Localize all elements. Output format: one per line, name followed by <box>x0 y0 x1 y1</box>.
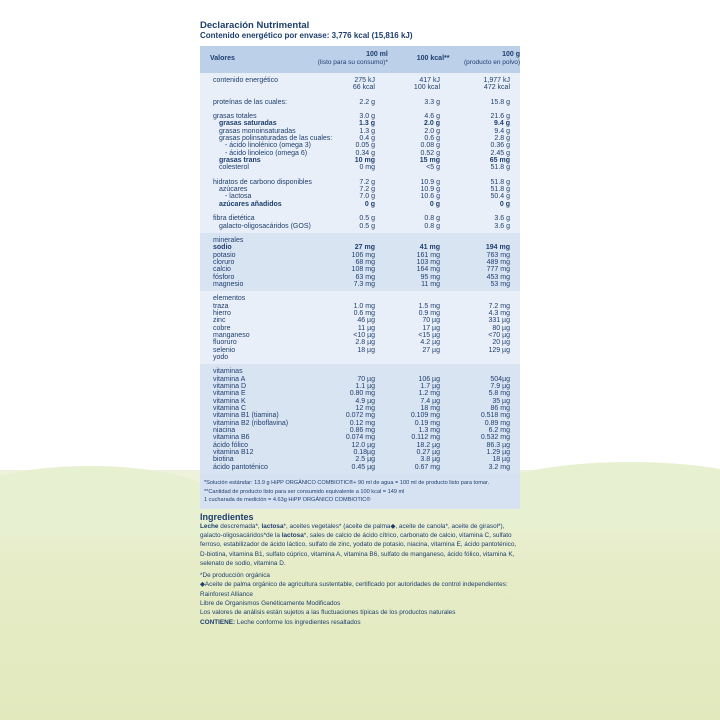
table-row <box>200 99 520 106</box>
table-row <box>200 77 520 84</box>
value-100g: 7.2 mg <box>488 302 510 310</box>
table-row <box>200 237 520 244</box>
value-100kcal: 17 µg <box>422 324 440 332</box>
value-100kcal <box>375 368 440 375</box>
value-100kcal: 4.6 g <box>424 113 440 121</box>
value-100ml: 1.3 g <box>359 127 375 135</box>
value-100kcal: 0.8 g <box>424 222 440 230</box>
value-100kcal: 10.9 g <box>420 186 440 194</box>
value-100g: 489 mg <box>486 258 510 266</box>
value-100kcal: 18.2 µg <box>416 441 440 449</box>
table-row <box>200 449 520 456</box>
value-100g: 0.518 mg <box>480 412 510 420</box>
value-100ml: 0.12 mg <box>349 419 375 427</box>
value-100ml: 68 mg <box>355 258 375 266</box>
nutrient-label: fluoruro <box>213 339 237 347</box>
value-100g: 1.29 µg <box>486 449 510 457</box>
value-100ml: 0.45 µg <box>351 463 375 471</box>
value-100kcal <box>375 295 440 302</box>
table-row <box>200 128 520 135</box>
table-row <box>200 420 520 427</box>
table-row <box>200 259 520 266</box>
value-100ml: 66 kcal <box>352 84 375 92</box>
value-100ml: 7.2 g <box>359 186 375 194</box>
value-100g: 15.8 g <box>490 98 510 106</box>
value-100g: 2.8 g <box>494 135 510 143</box>
ingredient-fragment: lactosa <box>281 531 304 539</box>
value-100ml: 0.34 g <box>355 149 375 157</box>
value-100kcal: <15 µg <box>418 331 440 339</box>
value-100kcal: 2.0 g <box>424 120 440 128</box>
page-title: Declaración Nutrimental <box>200 20 310 31</box>
value-100ml: 0.86 mg <box>349 427 375 435</box>
nutrient-label: vitamina K <box>213 397 246 405</box>
value-100kcal: 0.8 g <box>424 215 440 223</box>
value-100g: 5.8 mg <box>488 390 510 398</box>
value-100g: 129 µg <box>488 346 510 354</box>
table-row <box>200 193 520 200</box>
table-row <box>200 274 520 281</box>
nutrient-label: - lactosa <box>225 193 252 201</box>
ingredient-fragment: lactosa <box>261 522 284 530</box>
value-100g: <70 µg <box>488 331 510 339</box>
value-100g: 0.36 g <box>490 142 510 150</box>
nutrient-label: potasio <box>213 251 236 259</box>
table-row <box>200 157 520 164</box>
value-100g: 0.89 mg <box>484 419 510 427</box>
value-100kcal: 0.19 mg <box>414 419 440 427</box>
nutrient-label: fibra dietética <box>213 215 255 223</box>
nutrient-label: grasas monoinsaturadas <box>219 127 296 135</box>
value-100ml: 10 mg <box>354 157 375 165</box>
value-100g: 51.8 g <box>490 186 510 194</box>
value-100g <box>440 237 510 244</box>
value-100ml: 1.3 g <box>359 120 375 128</box>
value-100ml: 2.5 µg <box>355 456 375 464</box>
nutrient-label: vitamina A <box>213 375 246 383</box>
value-100ml: 0.074 mg <box>345 434 375 442</box>
table-row <box>200 398 520 405</box>
nutrition-table <box>200 46 520 509</box>
value-100ml: 0.18µg <box>353 449 375 457</box>
nutrient-label: - ácido linoleico (omega 6) <box>225 149 308 157</box>
table-row <box>200 142 520 149</box>
value-100ml: 11 µg <box>357 324 375 332</box>
footer-line: CONTIENE: Leche conforme los ingredientes resaltados <box>200 618 361 626</box>
table-row <box>200 113 520 120</box>
value-100g: 472 kcal <box>483 84 510 92</box>
value-100g: 21.6 g <box>490 113 510 121</box>
table-row <box>200 412 520 419</box>
table-notes <box>200 474 520 509</box>
value-100ml: 7.3 mg <box>353 280 375 288</box>
table-group <box>200 291 520 364</box>
value-100kcal: 3.3 g <box>424 98 440 106</box>
value-100ml <box>310 354 375 361</box>
table-row <box>200 332 520 339</box>
value-100g: 6.2 mg <box>488 427 510 435</box>
table-row <box>200 201 520 208</box>
table-row <box>200 303 520 310</box>
value-100g: 2.45 g <box>490 149 510 157</box>
value-100g: 3.2 mg <box>488 463 510 471</box>
value-100kcal: 70 µg <box>422 317 440 325</box>
nutrient-label: manganeso <box>213 331 250 339</box>
nutrient-label: hierro <box>213 309 231 317</box>
nutrient-label: vitamina B2 (riboflavina) <box>213 419 289 427</box>
value-100kcal: 0.08 g <box>420 142 440 150</box>
value-100ml: 0.072 mg <box>345 412 375 420</box>
nutrient-label: grasas polinsaturadas de las cuales: <box>219 135 333 143</box>
table-row <box>200 390 520 397</box>
value-100kcal: 100 kcal <box>413 84 440 92</box>
value-100ml <box>310 295 375 302</box>
nutrient-label: grasas totales <box>213 113 257 121</box>
value-100kcal: 0.109 mg <box>410 412 440 420</box>
header-valores: Valores <box>210 55 235 62</box>
table-row <box>200 186 520 193</box>
table-row <box>200 325 520 332</box>
value-100g: 763 mg <box>486 251 510 259</box>
value-100g <box>440 368 510 375</box>
value-100ml: 12 mg <box>355 405 375 413</box>
value-100kcal: 11 mg <box>421 280 440 288</box>
table-row <box>200 120 520 127</box>
value-100g: 51.8 g <box>490 178 510 186</box>
nutrient-label: biotina <box>213 456 234 464</box>
value-100g: 86.3 µg <box>486 441 510 449</box>
note-line: *Solución estándar: 13.9 g HiPP ORGÁNICO COMBIOTIC®+ 90 ml de agua = 100 ml de producto listo para tomar. <box>204 480 490 487</box>
footer-line: Libre de Organismos Genéticamente Modificados <box>200 600 341 608</box>
nutrient-label: ácido pantoténico <box>213 463 268 471</box>
nutrient-label: azúcares <box>219 186 248 194</box>
table-row <box>200 252 520 259</box>
value-100g <box>440 354 510 361</box>
value-100ml: 63 mg <box>355 273 375 281</box>
value-100kcal: <5 g <box>426 164 440 172</box>
value-100g: 20 µg <box>492 339 510 347</box>
nutrient-label: elementos <box>213 295 246 303</box>
nutrient-label: grasas trans <box>219 157 261 165</box>
table-row <box>200 442 520 449</box>
nutrient-label: colesterol <box>219 164 249 172</box>
value-100g: 50.4 g <box>490 193 510 201</box>
header-col-100g: 100 g (producto en polvo) <box>464 51 521 66</box>
nutrient-label: cloruro <box>213 258 235 266</box>
footer-notes <box>200 571 520 627</box>
ingredient-fragment: , aceite de canola*, aceite de girasol*), galacto-oligosacáridos*de la <box>200 522 505 539</box>
nutrient-label: magnesio <box>213 280 244 288</box>
nutrient-label: niacina <box>213 427 236 435</box>
table-row <box>200 295 520 302</box>
nutrient-label: vitamina D <box>213 383 247 391</box>
value-100ml: 275 kJ <box>354 77 375 84</box>
table-group <box>200 364 520 474</box>
table-row <box>200 464 520 471</box>
value-100ml: 0.80 mg <box>349 390 375 398</box>
value-100kcal: 4.2 µg <box>420 339 440 347</box>
value-100kcal: 3.8 µg <box>420 456 440 464</box>
value-100ml: 7.2 g <box>359 178 375 186</box>
nutrient-label <box>200 84 310 91</box>
note-line: 1 cucharada de medición = 4.63g HiPP ORGÁNICO COMBIOTIC® <box>204 497 371 504</box>
value-100kcal: 0.9 mg <box>418 309 440 317</box>
value-100ml: 0.05 g <box>355 142 375 150</box>
table-group <box>200 73 520 95</box>
value-100ml: 0.4 g <box>359 135 375 143</box>
table-row <box>200 84 520 91</box>
nutrient-label: vitamina B6 <box>213 434 250 442</box>
nutrient-label: zinc <box>213 317 226 325</box>
value-100g: 53 mg <box>490 280 510 288</box>
value-100g: 9.4 g <box>494 127 510 135</box>
value-100ml: 0.6 mg <box>353 309 375 317</box>
value-100g: 80 µg <box>492 324 510 332</box>
value-100ml: 70 µg <box>357 375 375 383</box>
table-row <box>200 135 520 142</box>
table-row <box>200 266 520 273</box>
table-row <box>200 354 520 361</box>
nutrient-label: traza <box>213 302 229 310</box>
nutrient-label: cobre <box>213 324 231 332</box>
table-group <box>200 233 520 291</box>
value-100kcal: 18 mg <box>420 405 440 413</box>
value-100g: 9.4 g <box>494 120 510 128</box>
ingredient-fragment: *, aceites vegetales* (aceite de palma <box>283 522 391 530</box>
ingredients-text <box>200 522 520 568</box>
ingredient-fragment: descremada <box>218 522 256 530</box>
value-100ml: 0.5 g <box>359 222 375 230</box>
value-100ml: <10 µg <box>353 331 375 339</box>
value-100kcal: 95 mg <box>420 273 440 281</box>
value-100ml: 46 µg <box>357 317 375 325</box>
nutrient-label: minerales <box>213 236 244 244</box>
nutrient-label: - ácido linolénico (omega 3) <box>225 142 311 150</box>
value-100kcal <box>375 354 440 361</box>
value-100ml: 4.9 µg <box>355 397 375 405</box>
value-100ml <box>310 237 375 244</box>
value-100kcal: 15 mg <box>419 157 440 165</box>
table-row <box>200 223 520 230</box>
footer-line: Los valores de análisis están sujetos a las fluctuaciones típicas de los productos naturales <box>200 609 456 617</box>
value-100ml: 27 mg <box>354 244 375 252</box>
nutrient-label: vitaminas <box>213 368 243 376</box>
value-100g: 331 µg <box>488 317 510 325</box>
value-100g: 3.6 g <box>494 215 510 223</box>
table-row <box>200 383 520 390</box>
value-100ml: 3.0 g <box>359 113 375 121</box>
nutrient-label: galacto-oligosacáridos (GOS) <box>219 222 311 230</box>
value-100kcal: 1.5 mg <box>418 302 440 310</box>
table-row <box>200 434 520 441</box>
value-100kcal: 0 g <box>429 200 440 208</box>
nutrient-label: vitamina B12 <box>213 449 254 457</box>
value-100kcal: 0.6 g <box>424 135 440 143</box>
value-100g: 4.3 mg <box>488 309 510 317</box>
table-header <box>200 46 520 73</box>
nutrient-label: contenido energético <box>213 77 278 84</box>
value-100ml: 2.2 g <box>359 98 375 106</box>
value-100g: 86 mg <box>490 405 510 413</box>
value-100g: 0 g <box>499 200 510 208</box>
table-group <box>200 95 520 109</box>
value-100g: 194 mg <box>485 244 510 252</box>
energy-subtitle: Contenido energético por envase: 3,776 kcal (15,816 kJ) <box>200 31 413 40</box>
nutrient-label: proteínas de las cuales: <box>213 98 287 106</box>
table-row <box>200 317 520 324</box>
value-100ml: 2.8 µg <box>355 339 375 347</box>
table-row <box>200 281 520 288</box>
value-100kcal: 0.112 mg <box>411 434 440 442</box>
table-row <box>200 368 520 375</box>
table-row <box>200 179 520 186</box>
table-row <box>200 405 520 412</box>
value-100kcal: 1.3 mg <box>418 427 440 435</box>
nutrient-label: ácido fólico <box>213 441 249 449</box>
nutrition-panel <box>200 20 520 627</box>
nutrient-label: vitamina B1 (tiamina) <box>213 412 279 420</box>
nutrient-label: fósforo <box>213 273 235 281</box>
table-row <box>200 347 520 354</box>
value-100ml: 106 mg <box>351 251 375 259</box>
value-100kcal: 1.7 µg <box>420 383 440 391</box>
ingredient-fragment: *, sales de calcio de ácido cítrico, carbonato de calcio, vitamina C, sulfato ferroso, estabilizador de ácido láctico, sulfato de zinc, yodato de potasio, niacina, vitamina E, ácido pantoténico, D-biotina, vitamina B1, sulfato cúprico, vitamina A, vitamina B6, sulfato de manganeso, ácido fólico, vitamina K, selenato de sodio, vitamina D. <box>200 531 517 567</box>
value-100g: 65 mg <box>489 157 510 165</box>
value-100kcal: 0.27 µg <box>416 449 440 457</box>
value-100g: 0.532 mg <box>480 434 510 442</box>
value-100g: 51.8 g <box>490 164 510 172</box>
value-100ml: 0 mg <box>359 164 375 172</box>
ingredient-fragment: *, <box>255 522 262 530</box>
value-100kcal: 10.6 g <box>420 193 440 201</box>
value-100kcal <box>375 237 440 244</box>
value-100ml: 1.1 µg <box>355 383 375 391</box>
header-col-100ml: 100 ml (listo para su consumo)* <box>317 51 388 66</box>
table-row <box>200 310 520 317</box>
value-100ml: 1.0 mg <box>353 302 375 310</box>
nutrient-label: grasas saturadas <box>219 120 277 128</box>
table-row <box>200 339 520 346</box>
value-100kcal: 7.4 µg <box>420 397 440 405</box>
value-100ml: 7.0 g <box>359 193 375 201</box>
nutrient-label: vitamina C <box>213 405 247 413</box>
value-100g: 3.6 g <box>494 222 510 230</box>
value-100kcal: 0.52 g <box>420 149 440 157</box>
value-100g: 1,977 kJ <box>483 77 510 84</box>
ingredient-fragment: Leche <box>200 522 219 530</box>
value-100g: 35 µg <box>492 397 510 405</box>
value-100ml: 0 g <box>364 200 375 208</box>
value-100kcal: 164 mg <box>416 266 440 274</box>
value-100kcal: 103 mg <box>416 258 440 266</box>
table-group <box>200 211 520 233</box>
table-row <box>200 164 520 171</box>
nutrient-label: calcio <box>213 266 231 274</box>
table-row <box>200 427 520 434</box>
table-row <box>200 456 520 463</box>
value-100kcal: 417 kJ <box>419 77 440 84</box>
table-group <box>200 109 520 175</box>
table-row <box>200 215 520 222</box>
value-100ml: 18 µg <box>357 346 375 354</box>
value-100kcal: 41 mg <box>419 244 440 252</box>
nutrient-label: vitamina E <box>213 390 246 398</box>
nutrient-label: selenio <box>213 346 236 354</box>
table-row <box>200 150 520 157</box>
value-100g: 453 mg <box>486 273 510 281</box>
value-100kcal: 2.0 g <box>424 127 440 135</box>
header-col-100kcal: 100 kcal** <box>416 55 450 62</box>
value-100ml <box>310 368 375 375</box>
ingredients-title: Ingredientes <box>200 511 254 522</box>
value-100g: 777 mg <box>486 266 510 274</box>
footer-line: *De producción orgánica <box>200 572 270 580</box>
table-row <box>200 244 520 251</box>
value-100g: 18 µg <box>492 456 510 464</box>
value-100ml: 12.0 µg <box>351 441 375 449</box>
ingredient-fragment: ◆ <box>390 522 396 530</box>
value-100kcal: 106 µg <box>418 375 440 383</box>
nutrient-label: azúcares añadidos <box>219 200 282 208</box>
value-100ml: 0.5 g <box>359 215 375 223</box>
value-100kcal: 27 µg <box>422 346 440 354</box>
value-100g: 504µg <box>490 375 510 383</box>
footer-line: ◆Aceite de palma orgánico de agricultura sustentable, certificado por autoridades de control independientes: Rainforest Alliance <box>200 581 508 598</box>
nutrient-label: hidratos de carbono disponibles <box>213 178 312 186</box>
nutrient-label: yodo <box>213 354 229 361</box>
table-row <box>200 376 520 383</box>
value-100g: 7.9 µg <box>490 383 510 391</box>
table-body <box>200 73 520 474</box>
nutrient-label: sodio <box>213 244 232 252</box>
value-100g <box>440 295 510 302</box>
value-100kcal: 10.9 g <box>420 178 440 186</box>
value-100ml: 108 mg <box>351 266 375 274</box>
value-100kcal: 161 mg <box>416 251 440 259</box>
table-group <box>200 175 520 211</box>
value-100kcal: 1.2 mg <box>418 390 440 398</box>
note-line: **Cantidad de producto listo para ser consumido equivalente a 100 kcal = 149 ml <box>204 488 405 495</box>
value-100kcal: 0.67 mg <box>414 463 440 471</box>
